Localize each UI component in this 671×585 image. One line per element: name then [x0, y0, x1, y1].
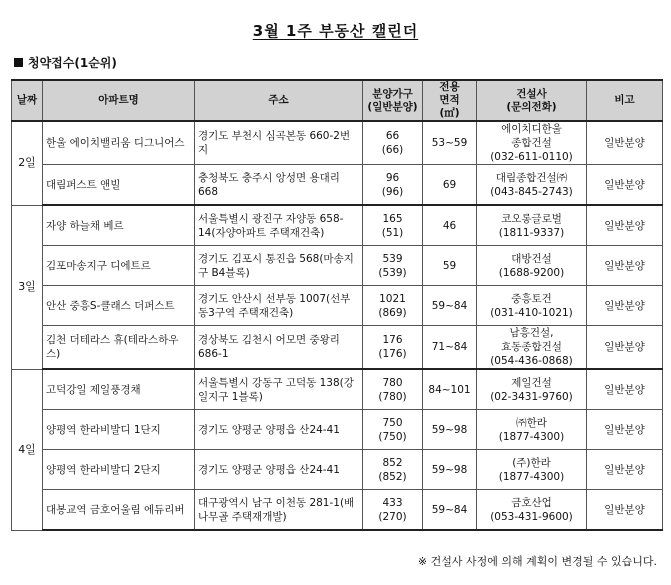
header-address: 주소	[195, 80, 363, 121]
units-cell: 1021 (869)	[363, 286, 423, 326]
units-cell: 780 (780)	[363, 369, 423, 410]
remark-cell: 일반분양	[587, 246, 663, 286]
apartment-name: 대봉교역 금호어울림 에듀리버	[43, 490, 195, 531]
address-cell: 경기도 부천시 심곡본동 660-2번지	[195, 121, 363, 165]
day-cell: 2일	[12, 121, 43, 205]
header-remark: 비고	[587, 80, 663, 121]
address-cell: 경기도 김포시 통진읍 568(마송지구 B4블록)	[195, 246, 363, 286]
apartment-name: 안산 중흥S-클래스 더퍼스트	[43, 286, 195, 326]
apartment-name: 김천 더테라스 휴(테라스하우스)	[43, 326, 195, 370]
builder-cell: 대림종합건설㈜ (043-845-2743)	[477, 165, 587, 206]
page-title: 3월 1주 부동산 캘린더	[252, 22, 419, 40]
units-cell: 750 (750)	[363, 410, 423, 450]
remark-cell: 일반분양	[587, 121, 663, 165]
table-row	[12, 450, 663, 490]
table-row	[12, 410, 663, 450]
remark-cell: 일반분양	[587, 410, 663, 450]
header-row	[12, 80, 663, 121]
units-cell: 539 (539)	[363, 246, 423, 286]
area-cell: 59~84	[423, 490, 477, 531]
day-cell: 3일	[12, 205, 43, 369]
builder-cell: 에이치디한울 종합건설 (032-611-0110)	[477, 121, 587, 165]
units-cell: 433 (270)	[363, 490, 423, 531]
area-cell: 59~98	[423, 450, 477, 490]
table-row	[12, 205, 663, 246]
table-row	[12, 121, 663, 165]
footnote: ※ 건설사 사정에 의해 계획이 변경될 수 있습니다.	[417, 555, 657, 568]
address-cell: 서울특별시 광진구 자양동 658-14(자양아파트 주택재건축)	[195, 205, 363, 246]
apartment-name: 한울 에이치밸리움 디그니어스	[43, 121, 195, 165]
address-cell: 경기도 양평군 양평읍 산24-41	[195, 450, 363, 490]
apartment-name: 양평역 한라비발디 2단지	[43, 450, 195, 490]
units-cell: 165 (51)	[363, 205, 423, 246]
address-cell: 경기도 안산시 선부동 1007(선부동3구역 주택재건축)	[195, 286, 363, 326]
area-cell: 53~59	[423, 121, 477, 165]
builder-cell: 대방건설 (1688-9200)	[477, 246, 587, 286]
area-cell: 59~84	[423, 286, 477, 326]
area-cell: 71~84	[423, 326, 477, 370]
builder-cell: (주)한라 (1877-4300)	[477, 450, 587, 490]
builder-cell: ㈜한라 (1877-4300)	[477, 410, 587, 450]
builder-cell: 중흥토건 (031-410-1021)	[477, 286, 587, 326]
remark-cell: 일반분양	[587, 490, 663, 531]
address-cell: 대구광역시 남구 이천동 281-1(배나무골 주택재개발)	[195, 490, 363, 531]
header-builder: 건설사 (문의전화)	[477, 80, 587, 121]
remark-cell: 일반분양	[587, 205, 663, 246]
area-cell: 84~101	[423, 369, 477, 410]
apartment-name: 고덕강일 제일풍경채	[43, 369, 195, 410]
calendar-table	[11, 79, 663, 531]
header-units: 분양가구 (일반분양)	[363, 80, 423, 121]
builder-cell: 남흥건설, 효동종합건설 (054-436-0868)	[477, 326, 587, 370]
area-cell: 46	[423, 205, 477, 246]
builder-cell: 제일건설 (02-3431-9760)	[477, 369, 587, 410]
header-area: 전용 면적 (㎡)	[423, 80, 477, 121]
remark-cell: 일반분양	[587, 369, 663, 410]
remark-cell: 일반분양	[587, 326, 663, 370]
address-cell: 경상북도 김천시 어모면 중왕리 686-1	[195, 326, 363, 370]
remark-cell: 일반분양	[587, 165, 663, 206]
apartment-name: 자양 하늘채 베르	[43, 205, 195, 246]
day-cell: 4일	[12, 369, 43, 530]
area-cell: 59~98	[423, 410, 477, 450]
table-row	[12, 246, 663, 286]
table-row	[12, 326, 663, 370]
units-cell: 852 (852)	[363, 450, 423, 490]
area-cell: 69	[423, 165, 477, 206]
apartment-name: 대림퍼스트 앤빌	[43, 165, 195, 206]
area-cell: 59	[423, 246, 477, 286]
units-cell: 176 (176)	[363, 326, 423, 370]
apartment-name: 양평역 한라비발디 1단지	[43, 410, 195, 450]
table-row	[12, 369, 663, 410]
square-bullet-icon	[14, 58, 23, 67]
builder-cell: 금호산업 (053-431-9600)	[477, 490, 587, 531]
apartment-name: 김포마송지구 디에트르	[43, 246, 195, 286]
builder-cell: 코오롱글로벌 (1811-9337)	[477, 205, 587, 246]
remark-cell: 일반분양	[587, 450, 663, 490]
remark-cell: 일반분양	[587, 286, 663, 326]
table-row	[12, 490, 663, 531]
address-cell: 경기도 양평군 양평읍 산24-41	[195, 410, 363, 450]
address-cell: 서울특별시 강동구 고덕동 138(강일지구 1블록)	[195, 369, 363, 410]
header-apartment: 아파트명	[43, 80, 195, 121]
units-cell: 66 (66)	[363, 121, 423, 165]
units-cell: 96 (96)	[363, 165, 423, 206]
address-cell: 충청북도 충주시 앙성면 용대리 668	[195, 165, 363, 206]
section-heading: 청약접수(1순위)	[14, 54, 117, 71]
header-day: 날짜	[12, 80, 43, 121]
table-row	[12, 286, 663, 326]
table-row	[12, 165, 663, 206]
